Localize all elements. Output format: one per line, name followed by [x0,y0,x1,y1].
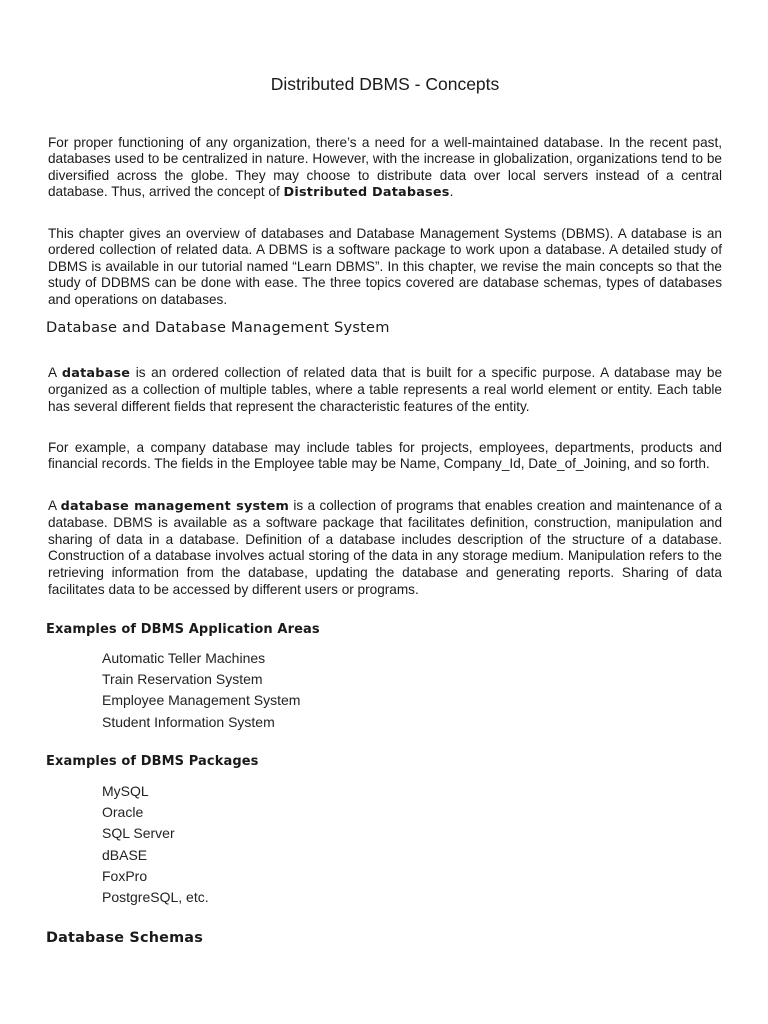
database-definition-paragraph [48,365,722,416]
intro-paragraph-1 [48,135,722,202]
list-item: Oracle [102,804,144,821]
list-item: dBASE [102,846,148,863]
application-areas-heading: Examples of DBMS Application Areas [46,622,320,637]
list-item: PostgreSQL, etc. [102,888,209,905]
distributed-databases-term: Distributed Databases [283,185,450,201]
database-term: database [61,365,131,381]
company-database-example-paragraph: For example, a company database may include tables for projects, employees, departments, products and financial records. The fields in the Employee table may be Name, Company_Id, Date_of_Joining, and so forth. [48,439,722,472]
intro-paragraph-2: This chapter gives an overview of databases and Database Management Systems (DBMS). A database is an ordered collection of related data. A DBMS is a software package to work upon a database. A detailed study of DBMS is available in our tutorial named “Learn DBMS”. In this chapter, we revise the main concepts so that the study of DDBMS can be done with ease. The three topics covered are database schemas, types of databases and operations on databases. [48,225,722,307]
database-definition-start: A [48,364,62,380]
dbms-definition-paragraph [48,498,722,599]
section-heading-database-schemas: Database Schemas [46,930,203,946]
dbms-packages-heading: Examples of DBMS Packages [46,754,259,769]
page-title: Distributed DBMS - Concepts [270,74,500,94]
list-item: SQL Server [102,825,175,842]
list-item: Student Information System [102,713,275,730]
dbms-definition-rest: is a collection of programs that enables creation and maintenance of a database. DBMS is available as a software package that facilitates definition, construction, manipulation and sharing of data in a database. Definition of a database includes description of the structure of a database. Construction of a database involves actual storing of the data in any storage medium. Manipulation refers to the retrieving information from the database, updating the database and generating reports. Sharing of data facilitates data to be accessed by different users or programs. [48,497,722,597]
intro-paragraph-1-end: . [449,184,454,200]
list-item: Automatic Teller Machines [102,650,266,666]
database-definition-rest: is an ordered collection of related data that is built for a specific purpose. A database may be organized as a collection of multiple tables, where a table represents a real world element or entity. Each table has several different fields that represent the characteristic features of the entity. [48,364,722,414]
intro-paragraph-1-text: For proper functioning of any organization, there’s a need for a well-maintained database. In the recent past, databases used to be centralized in nature. However, with the increase in globalization, organizations tend to be diversified across the globe. They may choose to distribute data over local servers instead of a central database. Thus, arrived the concept of [48,134,722,200]
list-item: FoxPro [102,867,148,884]
dbms-packages-list [102,781,209,908]
dbms-definition-start: A [48,497,61,513]
list-item: Train Reservation System [102,671,263,688]
list-item: Employee Management System [102,692,301,709]
application-areas-list [102,648,300,733]
dbms-term: database management system [60,498,290,514]
section-heading-database-and-dbms: Database and Database Management System [46,319,390,336]
list-item: MySQL [102,783,149,799]
